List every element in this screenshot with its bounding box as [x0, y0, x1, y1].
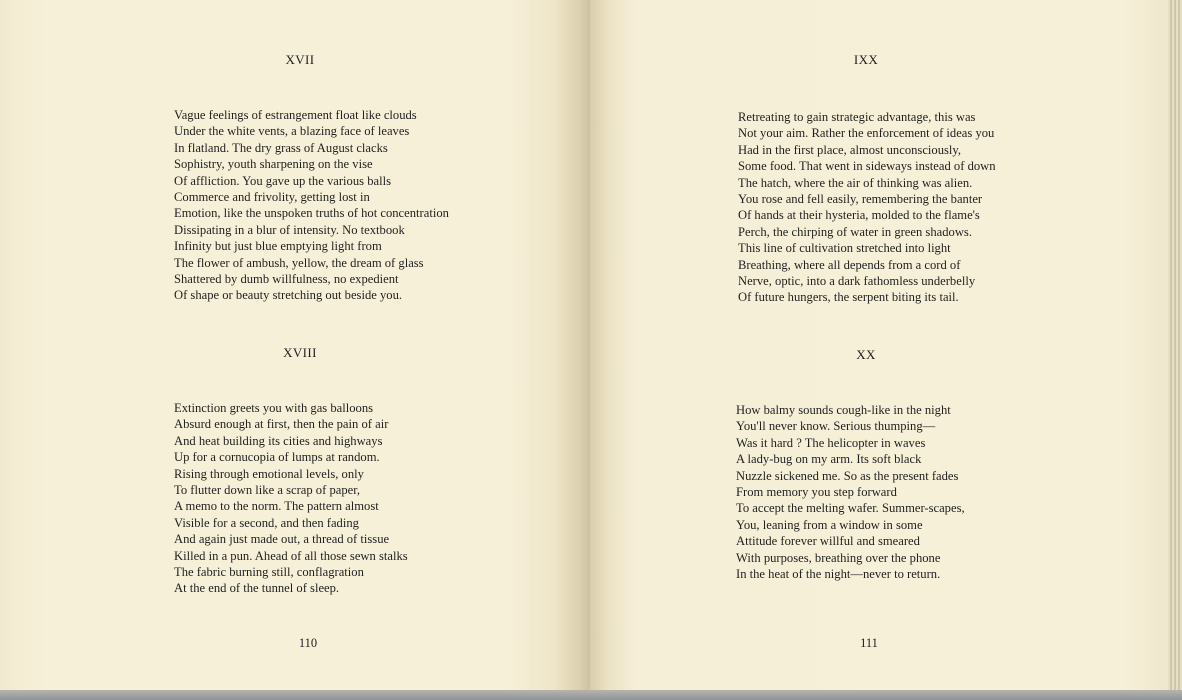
poem-xviii — [174, 400, 408, 597]
book-bottom-edge — [0, 690, 1182, 700]
poem-line: The fabric burning still, conflagration — [174, 564, 364, 579]
poem-heading-ixx: IXX — [853, 52, 879, 67]
poem-line: Was it hard ? The helicopter in waves — [736, 435, 926, 450]
poem-line: Up for a cornucopia of lumps at random. — [174, 450, 380, 465]
poem-line: How balmy sounds cough-like in the night — [736, 403, 951, 417]
poem-line: Commerce and frivolity, getting lost in — [174, 189, 370, 204]
poem-line: Shattered by dumb willfulness, no expedient — [174, 271, 399, 286]
poem-line: Nerve, optic, into a dark fathomless underbelly — [738, 273, 976, 288]
poem-line: The flower of ambush, yellow, the dream of glass — [174, 255, 424, 270]
poem-line: A memo to the norm. The pattern almost — [174, 499, 379, 514]
poem-line: At the end of the tunnel of sleep. — [174, 581, 340, 596]
poem-line: You, leaning from a window in some — [736, 517, 923, 532]
poem-line: Nuzzle sickened me. So as the present fades — [736, 468, 959, 483]
poem-line: Extinction greets you with gas balloons — [174, 401, 374, 415]
poem-line: You'll never know. Serious thumping— — [736, 419, 936, 434]
poem-line: Retreating to gain strategic advantage, this was — [738, 110, 976, 124]
poem-line: And heat building its cities and highways — [174, 433, 383, 448]
poem-line: Breathing, where all depends from a cord of — [738, 257, 961, 272]
poem-heading-xviii: XVIII — [283, 345, 317, 360]
poem-heading-xvii: XVII — [285, 52, 315, 67]
poem-line: To accept the melting wafer. Summer-scapes, — [736, 501, 965, 516]
poem-line: In flatland. The dry grass of August clacks — [174, 140, 388, 155]
poem-ixx — [738, 109, 996, 306]
right-page — [590, 0, 1168, 692]
poem-line: Vague feelings of estrangement float like clouds — [174, 108, 417, 122]
poem-line: Of hands at their hysteria, molded to the flame's — [738, 208, 980, 223]
poem-line: A lady-bug on my arm. Its soft black — [736, 452, 922, 467]
poem-xvii — [174, 107, 449, 304]
poem-line: Of affliction. You gave up the various balls — [174, 173, 391, 188]
poem-line: Some food. That went in sideways instead of down — [738, 159, 996, 174]
poem-line: From memory you step forward — [736, 484, 897, 499]
poem-line: With purposes, breathing over the phone — [736, 550, 941, 565]
poem-line: Visible for a second, and then fading — [174, 515, 359, 530]
poem-line: Infinity but just blue emptying light from — [174, 239, 382, 254]
poem-line: In the heat of the night—never to return. — [736, 566, 941, 581]
poem-line: Not your aim. Rather the enforcement of ideas you — [738, 126, 995, 141]
poem-line: Rising through emotional levels, only — [174, 466, 364, 481]
poem-line: Perch, the chirping of water in green shadows. — [738, 224, 972, 239]
poem-line: Killed in a pun. Ahead of all those sewn stalks — [174, 548, 408, 563]
poem-line: Under the white vents, a blazing face of leaves — [174, 124, 410, 139]
poem-line: Sophistry, youth sharpening on the vise — [174, 157, 373, 172]
poem-line: To flutter down like a scrap of paper, — [174, 482, 361, 497]
poem-line: Emotion, like the unspoken truths of hot concentration — [174, 206, 449, 221]
poem-line: Attitude forever willful and smeared — [736, 534, 920, 549]
poem-heading-xx: XX — [856, 347, 876, 362]
poem-line: Of future hungers, the serpent biting its tail. — [738, 290, 959, 305]
poem-line: Dissipating in a blur of intensity. No textbook — [174, 222, 405, 237]
poem-xx — [736, 402, 965, 582]
poem-line: You rose and fell easily, remembering the banter — [738, 191, 983, 206]
page-number-left: 110 — [298, 636, 318, 650]
poem-line: Of shape or beauty stretching out beside you. — [174, 288, 403, 303]
poem-line: This line of cultivation stretched into light — [738, 241, 951, 256]
poem-line: Had in the first place, almost unconsciously, — [738, 142, 962, 157]
page-number-right: 111 — [860, 636, 878, 650]
page-block-edge — [1168, 0, 1182, 692]
poem-line: Absurd enough at first, then the pain of air — [174, 417, 389, 432]
poem-line: The hatch, where the air of thinking was alien. — [738, 175, 973, 190]
left-page — [0, 0, 590, 692]
poem-line: And again just made out, a thread of tissue — [174, 532, 390, 547]
